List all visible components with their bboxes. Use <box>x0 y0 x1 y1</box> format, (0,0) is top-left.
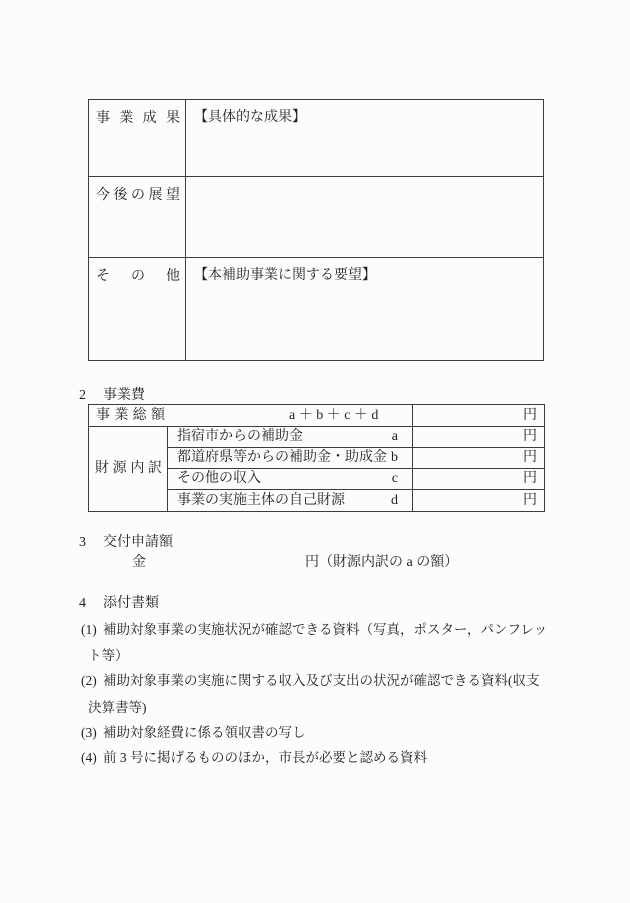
section-number: 2 <box>79 388 86 403</box>
breakdown-unit: 円 <box>413 490 545 512</box>
breakdown-code: c <box>391 471 398 486</box>
breakdown-label: 財源内訳 <box>95 461 162 476</box>
breakdown-item: 都道府県等からの補助金・助成金 <box>177 450 387 465</box>
total-unit: 円 <box>413 405 545 427</box>
section-heading-budget <box>79 386 145 405</box>
table-row <box>89 100 544 177</box>
section-title: 添付書類 <box>103 596 159 611</box>
application-currency-prefix: 金 <box>132 555 146 570</box>
attachment-item-marker: (4) <box>81 750 97 765</box>
results-row-label: その他 <box>96 269 180 284</box>
results-table <box>88 99 544 361</box>
breakdown-unit: 円 <box>413 469 545 490</box>
table-row <box>89 427 545 448</box>
section-number: 3 <box>79 535 86 550</box>
attachment-item-marker: (2) <box>81 673 97 688</box>
breakdown-item: その他の収入 <box>177 471 261 486</box>
attachment-item-text: 補助対象経費に係る領収書の写し <box>103 725 306 740</box>
results-row-label-cell <box>89 258 186 361</box>
breakdown-item: 事業の実施主体の自己財源 <box>177 492 345 508</box>
results-row-content <box>186 177 544 258</box>
attachment-item-text: 補助対象事業の実施に関する収入及び支出の状況が確認できる資料(収支 <box>103 673 540 688</box>
results-row-label-cell <box>89 177 186 258</box>
breakdown-unit: 円 <box>413 427 545 448</box>
breakdown-unit: 円 <box>413 448 545 469</box>
results-row-label-cell <box>89 100 186 177</box>
table-row <box>89 258 544 361</box>
table-row <box>89 405 545 427</box>
attachment-item-text: 決算書等) <box>88 700 147 715</box>
breakdown-item-cell <box>168 469 413 490</box>
attachment-item-text: 補助対象事業の実施状況が確認できる資料（写真，ポスター，パンフレッ <box>103 622 548 637</box>
attachment-item-text: 前 3 号に掲げるもののほか，市長が必要と認める資料 <box>103 750 427 765</box>
attachment-item-marker: (1) <box>81 622 97 637</box>
total-cell <box>89 405 413 427</box>
breakdown-code: a <box>391 429 398 444</box>
breakdown-label-cell <box>89 427 168 512</box>
breakdown-item: 指宿市からの補助金 <box>177 429 303 444</box>
breakdown-item-cell <box>168 427 413 448</box>
section-title: 交付申請額 <box>103 535 173 550</box>
results-row-label: 事業成果 <box>96 111 180 126</box>
results-row-label: 今後の展望 <box>96 188 180 203</box>
results-row-content: 【本補助事業に関する要望】 <box>186 258 544 361</box>
section-heading-application <box>79 533 173 552</box>
results-row-content: 【具体的な成果】 <box>186 100 544 177</box>
attachment-item-text: ト等） <box>88 648 129 663</box>
breakdown-code: b <box>391 450 398 465</box>
budget-table <box>88 404 545 512</box>
total-label: 事業総額 <box>96 407 165 423</box>
section-heading-attachments <box>79 594 159 613</box>
breakdown-code: d <box>391 492 398 508</box>
breakdown-item-cell <box>168 448 413 469</box>
section-number: 4 <box>79 596 86 611</box>
section-title: 事業費 <box>103 388 145 403</box>
attachment-item-marker: (3) <box>81 725 97 740</box>
breakdown-item-cell <box>168 490 413 512</box>
application-amount-note: 円（財源内訳の a の額） <box>305 555 459 570</box>
total-formula: a ＋ b ＋ c ＋ d <box>289 407 379 423</box>
table-row <box>89 177 544 258</box>
